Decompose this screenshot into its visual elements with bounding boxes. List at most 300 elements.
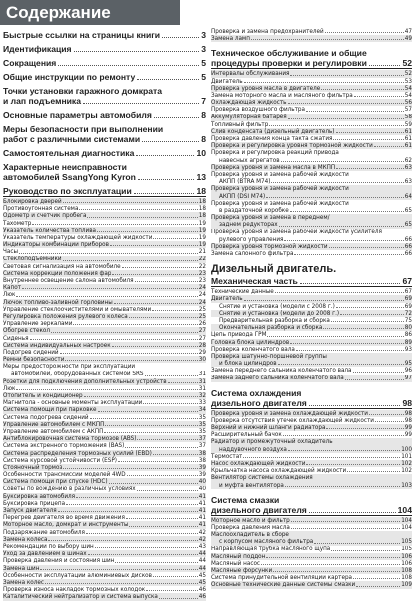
toc-dot-leader xyxy=(283,435,404,436)
toc-section-title: Основные параметры автомобиля xyxy=(3,110,152,120)
toc-dot-leader xyxy=(159,598,198,599)
toc-entry-title: рулевого управления xyxy=(219,235,284,243)
toc-entry[interactable] xyxy=(3,500,206,507)
toc-entry[interactable] xyxy=(3,435,206,442)
toc-entry-title: Магнитола - основные моменты эксплуатации xyxy=(3,399,143,407)
toc-entry-title: Масляный поддон xyxy=(211,552,266,560)
toc-entry-title: АКПП (BTRA M74) xyxy=(219,178,271,186)
toc-entry-title: Проверка давления конца такта сжатия xyxy=(211,135,333,143)
toc-dot-leader xyxy=(290,75,403,76)
toc-section-heading[interactable] xyxy=(3,162,206,182)
toc-entry[interactable] xyxy=(3,371,206,378)
toc-entry[interactable] xyxy=(211,424,412,431)
toc-entry[interactable] xyxy=(211,567,412,574)
toc-entry[interactable] xyxy=(211,310,412,317)
toc-dot-leader xyxy=(105,425,197,426)
toc-entry[interactable] xyxy=(3,521,206,528)
toc-entry-title: Антиблокировочная система тормозов (ABS) xyxy=(3,435,137,443)
toc-entry[interactable] xyxy=(3,363,206,370)
toc-entry[interactable] xyxy=(211,317,412,324)
toc-entry-title: Верхний и нижний шланги радиатора xyxy=(211,424,326,432)
toc-entry[interactable] xyxy=(3,392,206,399)
toc-page-number: 41 xyxy=(198,492,206,500)
toc-entry[interactable] xyxy=(211,324,412,331)
toc-entry[interactable] xyxy=(211,410,412,417)
toc-page-number: 10 xyxy=(196,148,206,158)
toc-entry[interactable] xyxy=(211,346,412,353)
toc-entry-title: Основные технические данные системы смазки xyxy=(211,581,356,589)
toc-entry[interactable] xyxy=(211,106,412,113)
toc-page-number: 67 xyxy=(402,276,412,287)
toc-entry-title: заднем редукторах xyxy=(219,221,278,229)
toc-page-number: 61 xyxy=(404,135,412,143)
toc-dot-leader xyxy=(97,231,198,232)
toc-entry[interactable] xyxy=(3,234,206,241)
toc-page-number: 46 xyxy=(198,586,206,594)
toc-entry[interactable] xyxy=(211,164,412,171)
toc-page-number: 54 xyxy=(404,91,412,99)
toc-dot-leader xyxy=(48,540,197,541)
toc-entry-title: Топливный фильтр xyxy=(211,120,269,128)
toc-page-number: 47 xyxy=(404,28,412,35)
toc-entry-title: Система помощи при спуске (HDC) xyxy=(3,478,108,486)
toc-dot-leader xyxy=(284,240,403,241)
toc-entry-title: Предварительная разборка и сборка xyxy=(219,317,330,324)
toc-page-number: 19 xyxy=(198,226,206,234)
toc-entry-title: Регулировка положения рулевого колеса xyxy=(3,313,128,320)
toc-entry[interactable] xyxy=(3,306,206,313)
toc-entry-title: Проверка уровня и замена в переднем/ xyxy=(211,214,330,222)
toc-section-heading[interactable] xyxy=(3,148,206,158)
toc-entry-title: Термостат xyxy=(211,452,243,460)
toc-entry[interactable] xyxy=(211,538,412,545)
toc-dot-leader xyxy=(137,439,197,440)
toc-entry[interactable] xyxy=(3,313,206,320)
toc-entry[interactable] xyxy=(211,114,412,121)
toc-entry-title: Двигатель xyxy=(211,77,243,85)
toc-entry[interactable] xyxy=(211,446,412,453)
toc-entry-title: Проверка и регулировка реакций привода xyxy=(211,149,339,157)
toc-entry-title: Проверка уровня масла в двигателе xyxy=(211,84,321,92)
toc-entry[interactable] xyxy=(211,171,412,178)
toc-entry[interactable] xyxy=(3,356,206,363)
toc-entry[interactable] xyxy=(211,353,412,360)
toc-entry[interactable] xyxy=(211,531,412,538)
toc-entry-title: Управление автомобилем с АКПП xyxy=(3,428,104,435)
toc-section-heading[interactable] xyxy=(3,58,206,68)
toc-section-title-line1: Точки установки гаражного домкрата xyxy=(3,86,163,96)
toc-entry[interactable] xyxy=(3,385,206,392)
toc-page-number: 61 xyxy=(404,127,412,135)
toc-page-number: 31 xyxy=(198,377,206,385)
toc-page-number: 40 xyxy=(198,478,206,486)
toc-entry-title: Проверка и регулировка уровня тормозной жидкости xyxy=(211,142,373,150)
toc-entry[interactable] xyxy=(211,185,412,192)
toc-entry[interactable] xyxy=(211,236,412,243)
toc-page-number: 19 xyxy=(198,241,206,249)
toc-page-number: 54 xyxy=(404,84,412,92)
toc-entry-title: Окончательная разборка и сборка xyxy=(219,324,323,332)
toc-section-heading[interactable] xyxy=(211,495,412,516)
toc-entry[interactable] xyxy=(3,450,206,457)
toc-entry-title: Снятие и установка (модели с 2008 г.) xyxy=(219,302,335,310)
toc-entry[interactable] xyxy=(3,205,206,212)
toc-entry-title: Особенности эксплуатации алюминиевых дисков xyxy=(3,571,152,579)
toc-entry[interactable] xyxy=(211,360,412,367)
toc-entry[interactable] xyxy=(3,586,206,593)
toc-entry-title: Расширительный бачок xyxy=(211,431,282,439)
toc-dot-leader xyxy=(137,490,198,491)
toc-page-number: 98 xyxy=(404,416,412,424)
toc-entry[interactable] xyxy=(211,517,412,524)
toc-dot-leader xyxy=(291,528,400,529)
toc-section-line xyxy=(3,58,206,68)
toc-dot-leader xyxy=(336,132,404,133)
toc-dot-leader xyxy=(87,217,197,218)
toc-entry[interactable] xyxy=(3,406,206,413)
toc-dot-leader xyxy=(152,310,198,311)
toc-page-number: 62 xyxy=(404,156,412,164)
toc-entry[interactable] xyxy=(3,579,206,586)
toc-dot-leader xyxy=(135,281,198,282)
toc-section-line xyxy=(3,110,206,120)
toc-entry[interactable] xyxy=(3,327,206,334)
toc-entry[interactable] xyxy=(211,70,412,77)
toc-entry[interactable] xyxy=(3,421,206,428)
toc-section-title: Идентификация xyxy=(3,44,72,54)
toc-page-number: 38 xyxy=(198,449,206,457)
toc-section-title-line1: Меры безопасности при выполнении xyxy=(3,124,164,134)
toc-page-number: 21 xyxy=(198,248,206,256)
toc-dot-leader xyxy=(126,518,198,519)
engine-section-title: Дизельный двигатель. xyxy=(211,263,337,276)
toc-dot-leader xyxy=(65,360,197,361)
toc-entry[interactable] xyxy=(211,553,412,560)
toc-entry-title: в раздаточной коробке xyxy=(219,206,289,214)
toc-dot-leader xyxy=(266,557,400,558)
toc-entry[interactable] xyxy=(211,28,412,35)
toc-entry-title: навесных агрегатов xyxy=(219,156,280,164)
toc-entry[interactable] xyxy=(3,507,206,514)
toc-page-number: 57 xyxy=(404,106,412,114)
toc-dot-leader xyxy=(321,89,404,90)
toc-section-title: Общие инструкции по ремонту xyxy=(3,72,136,82)
toc-entry[interactable] xyxy=(3,349,206,356)
toc-entry[interactable] xyxy=(211,367,412,374)
toc-dot-leader xyxy=(104,432,197,433)
toc-dot-leader xyxy=(16,296,197,297)
toc-entry[interactable] xyxy=(211,467,412,474)
toc-entry[interactable] xyxy=(211,85,412,92)
toc-entry[interactable] xyxy=(211,288,412,295)
toc-page-number: 39 xyxy=(198,463,206,471)
toc-page-number: 7 xyxy=(201,96,206,106)
toc-dot-leader xyxy=(88,554,198,555)
toc-entry[interactable] xyxy=(211,438,412,445)
toc-entry[interactable] xyxy=(211,214,412,221)
toc-dot-leader xyxy=(309,512,396,513)
toc-entry-title: Моторное масло, домкрат и инструменты xyxy=(3,521,129,529)
toc-entry[interactable] xyxy=(211,178,412,185)
toc-entry[interactable] xyxy=(211,142,412,149)
toc-entry[interactable] xyxy=(211,99,412,106)
toc-entry-title: Каталитический нейтрализатор и система выпуска xyxy=(3,593,158,601)
toc-page-number: 96 xyxy=(404,367,412,375)
toc-entry[interactable] xyxy=(3,212,206,219)
toc-entry[interactable] xyxy=(3,478,206,485)
toc-entry[interactable] xyxy=(211,149,412,156)
toc-entry-title: Тахометр xyxy=(3,219,32,227)
toc-entry[interactable] xyxy=(3,536,206,543)
toc-section-heading[interactable] xyxy=(3,110,206,120)
toc-page-number: 5 xyxy=(201,72,206,82)
toc-page-number: 3 xyxy=(201,30,206,40)
toc-entry-title: Система помощи при парковке xyxy=(3,406,97,414)
toc-dot-leader xyxy=(45,583,198,584)
toc-entry[interactable] xyxy=(3,529,206,536)
toc-page-number: 44 xyxy=(198,550,206,558)
toc-dot-leader xyxy=(244,82,404,83)
toc-entry-title: Радиатор и промежуточный охладитель xyxy=(211,438,333,446)
toc-dot-leader xyxy=(340,314,404,315)
toc-section-heading[interactable] xyxy=(3,186,206,197)
toc-dot-leader xyxy=(336,307,404,308)
toc-entry[interactable] xyxy=(211,295,412,302)
toc-entry-title: Проверка воздушного фильтра xyxy=(211,106,305,114)
toc-dot-leader xyxy=(288,118,404,119)
toc-entry[interactable] xyxy=(211,339,412,346)
toc-section-heading[interactable] xyxy=(3,124,206,144)
toc-section-heading[interactable] xyxy=(211,48,412,69)
toc-entry-title: Замена моторного масла и масляного фильтра xyxy=(211,91,353,99)
toc-entry[interactable] xyxy=(211,200,412,207)
toc-entry-title: Проверка давления масла xyxy=(211,523,290,531)
toc-page-number: 18 xyxy=(196,186,206,196)
toc-entry-title: Проверка коленчатого вала xyxy=(211,345,295,353)
toc-entry[interactable] xyxy=(3,198,206,205)
toc-entry-title: Система экстренного торможения (BAS) xyxy=(3,442,125,450)
toc-section-heading[interactable] xyxy=(211,276,412,287)
toc-entry[interactable] xyxy=(3,442,206,449)
toc-entry[interactable] xyxy=(211,431,412,438)
toc-entry[interactable] xyxy=(211,121,412,128)
toc-entry[interactable] xyxy=(3,241,206,248)
toc-section-line xyxy=(3,134,206,144)
toc-dot-leader xyxy=(347,471,400,472)
toc-page-number: 22 xyxy=(198,262,206,270)
toc-entry-title: Подогрев сидений xyxy=(3,348,59,356)
toc-entry[interactable] xyxy=(211,243,412,250)
toc-entry[interactable] xyxy=(211,207,412,214)
toc-entry[interactable] xyxy=(3,270,206,277)
toc-entry-title: Масляный насос xyxy=(211,559,261,567)
toc-entry[interactable] xyxy=(211,524,412,531)
toc-page-number: 105 xyxy=(401,545,412,553)
toc-entry[interactable] xyxy=(211,546,412,553)
toc-entry[interactable] xyxy=(3,414,206,421)
toc-entry[interactable] xyxy=(3,220,206,227)
toc-entry-title: Люк xyxy=(3,384,16,392)
toc-entry[interactable] xyxy=(211,128,412,135)
toc-entry[interactable] xyxy=(211,229,412,236)
toc-section-heading[interactable] xyxy=(3,72,206,82)
toc-entry[interactable] xyxy=(211,35,412,42)
toc-dot-leader xyxy=(127,475,198,476)
toc-section-title: Самостоятельная диагностика xyxy=(3,148,135,158)
toc-entry[interactable] xyxy=(3,550,206,557)
toc-section-heading[interactable] xyxy=(211,388,412,409)
toc-dot-leader xyxy=(306,111,404,112)
toc-dot-leader xyxy=(145,375,198,376)
toc-dot-leader xyxy=(110,245,198,246)
toc-page-number: 75 xyxy=(404,317,412,324)
toc-section-line xyxy=(3,96,206,106)
toc-entry[interactable] xyxy=(3,342,206,349)
toc-page-number: 44 xyxy=(198,557,206,565)
toc-entry[interactable] xyxy=(3,565,206,572)
toc-entry-title: Часы xyxy=(3,248,18,256)
toc-entry[interactable] xyxy=(211,157,412,164)
toc-entry[interactable] xyxy=(211,482,412,489)
toc-entry-title: Световая сигнализация на автомобиле xyxy=(3,262,121,270)
toc-entry[interactable] xyxy=(211,250,412,257)
toc-entry[interactable] xyxy=(211,92,412,99)
toc-entry[interactable] xyxy=(3,248,206,255)
toc-entry[interactable] xyxy=(3,493,206,500)
toc-dot-leader xyxy=(325,32,404,33)
toc-entry[interactable] xyxy=(3,514,206,521)
toc-dot-leader xyxy=(114,303,198,304)
toc-entry-title: Проверка уровня и замена рабочей жидкости xyxy=(211,185,349,193)
toc-entry[interactable] xyxy=(3,263,206,270)
toc-page-number: 104 xyxy=(397,504,412,515)
toc-page-number: 19 xyxy=(198,233,206,241)
toc-section-title-line1: Система смазки xyxy=(211,494,280,505)
toc-entry[interactable] xyxy=(3,471,206,478)
toc-entry-title: Направляющая трубка масляного щупа xyxy=(211,545,331,553)
toc-entry-title: Двигатель xyxy=(211,295,243,303)
toc-entry[interactable] xyxy=(211,221,412,228)
toc-entry[interactable] xyxy=(3,457,206,464)
toc-entry[interactable] xyxy=(211,460,412,467)
toc-entry-title: Замена ламп xyxy=(211,35,250,43)
toc-entry[interactable] xyxy=(211,78,412,85)
toc-entry-title: Проверка уровня тормозной жидкости xyxy=(211,242,328,250)
toc-section-line xyxy=(3,172,206,182)
toc-entry[interactable] xyxy=(211,581,412,588)
toc-entry[interactable] xyxy=(3,572,206,579)
toc-entry-title: Отопитель и кондиционер xyxy=(3,392,83,400)
toc-entry-title: Система подогрева сидений xyxy=(3,413,89,421)
toc-dot-leader xyxy=(323,328,403,329)
toc-page-number: 101 xyxy=(401,452,412,460)
toc-dot-leader xyxy=(369,414,404,415)
toc-dot-leader xyxy=(326,428,403,429)
toc-section-title-line2: и лап подъемника xyxy=(3,96,81,106)
toc-entry[interactable] xyxy=(3,335,206,342)
toc-page-number: 37 xyxy=(198,435,206,443)
toc-dot-leader xyxy=(266,197,404,198)
toc-entry[interactable] xyxy=(211,417,412,424)
toc-entry-title: Стеклоподъемники xyxy=(3,255,62,263)
toc-entry[interactable] xyxy=(211,453,412,460)
toc-dot-leader xyxy=(294,254,403,255)
toc-section-title: Руководство по эксплуатации xyxy=(3,186,132,196)
toc-page-number: 72 xyxy=(404,309,412,317)
toc-entry[interactable] xyxy=(3,543,206,550)
toc-page-number: 49 xyxy=(404,35,412,43)
toc-entry[interactable] xyxy=(3,291,206,298)
toc-page-number: 46 xyxy=(198,593,206,601)
toc-entry[interactable] xyxy=(3,593,206,600)
toc-page-number: 45 xyxy=(198,571,206,579)
toc-entry-title: Масляные форсунки xyxy=(211,567,273,575)
toc-page-number: 18 xyxy=(198,205,206,213)
toc-section-heading[interactable] xyxy=(3,30,206,40)
toc-entry-title: Ремни безопасности xyxy=(3,356,65,364)
toc-entry[interactable] xyxy=(211,135,412,142)
toc-entry[interactable] xyxy=(211,193,412,200)
toc-entry[interactable] xyxy=(3,284,206,291)
toc-entry-title: Замена переднего сальника коленчатого вала xyxy=(211,367,352,375)
toc-dot-leader xyxy=(331,321,404,322)
toc-page-number: 30 xyxy=(198,356,206,364)
toc-page-number: 26 xyxy=(198,320,206,328)
toc-entry[interactable] xyxy=(3,378,206,385)
toc-dot-leader xyxy=(374,146,404,147)
toc-entry[interactable] xyxy=(211,574,412,581)
toc-entry[interactable] xyxy=(3,277,206,284)
toc-entry[interactable] xyxy=(3,557,206,564)
toc-page-number: 98 xyxy=(402,397,412,408)
toc-entry[interactable] xyxy=(211,474,412,481)
toc-dot-leader xyxy=(267,336,403,337)
toc-page-number: 69 xyxy=(404,302,412,310)
toc-dot-leader xyxy=(30,339,198,340)
toc-page-number: 18 xyxy=(198,212,206,220)
toc-entry[interactable] xyxy=(3,399,206,406)
toc-dot-leader xyxy=(273,571,400,572)
toc-page-number: 41 xyxy=(198,499,206,507)
toc-entry[interactable] xyxy=(211,375,412,382)
toc-entry-title: с корпусом масляного фильтра xyxy=(219,538,314,546)
toc-page-number: 52 xyxy=(404,70,412,78)
toc-page-number: 41 xyxy=(198,514,206,522)
toc-page-number: 109 xyxy=(401,581,412,589)
toc-entry[interactable] xyxy=(3,227,206,234)
toc-page-number: 13 xyxy=(196,172,206,182)
toc-entry[interactable] xyxy=(211,560,412,567)
toc-entry[interactable] xyxy=(3,299,206,306)
toc-entry[interactable] xyxy=(3,428,206,435)
toc-entry-title: Управление стеклоочистителями и омывателями xyxy=(3,305,152,313)
toc-entry[interactable] xyxy=(3,464,206,471)
toc-dot-leader xyxy=(261,564,400,565)
toc-entry-title: Капот xyxy=(3,284,21,292)
toc-entry[interactable] xyxy=(211,331,412,338)
toc-section-heading[interactable] xyxy=(3,44,206,54)
toc-section-heading[interactable] xyxy=(3,86,206,106)
toc-dot-leader xyxy=(129,317,198,318)
toc-page-number: 40 xyxy=(198,485,206,493)
toc-entry[interactable] xyxy=(3,320,206,327)
toc-entry[interactable] xyxy=(3,256,206,263)
toc-entry[interactable] xyxy=(3,486,206,493)
toc-entry-title: Блокировка дверей xyxy=(3,198,62,205)
toc-entry-title: Советы по вождению в различных условиях xyxy=(3,485,136,493)
toc-entry[interactable] xyxy=(211,303,412,310)
toc-page-number: 66 xyxy=(404,250,412,258)
